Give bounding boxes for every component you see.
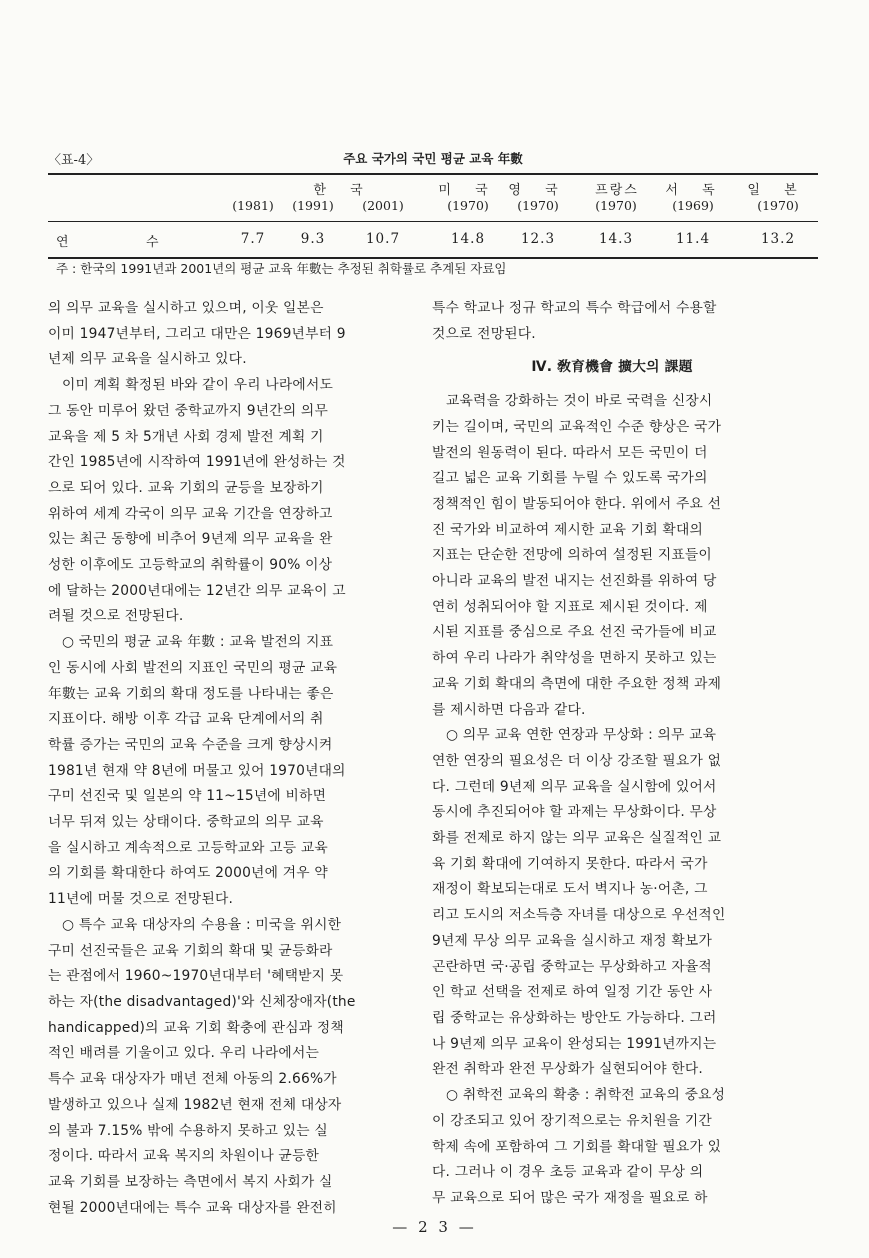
country-west-germany: 서 독 [665, 183, 725, 198]
text-line: 9년제 무상 의무 교육을 실시하고 재정 확보가 [432, 932, 712, 949]
text-line: 지표는 단순한 전망에 의하여 설정된 지표들이 [432, 547, 712, 564]
text-line: 이미 계획 확정된 바와 같이 우리 나라에서도 [48, 377, 334, 394]
text-line: 려될 것으로 전망된다. [48, 608, 184, 625]
year-cell: (1970) [595, 198, 637, 213]
text-line: 아니라 교육의 발전 내지는 선진화를 위하여 당 [432, 573, 717, 590]
value-cell: 12.3 [520, 231, 556, 247]
text-line: 교육을 제 5 차 5개년 사회 경제 발전 계획 기 [48, 428, 324, 445]
text-line: 육 기회 확대에 기여하지 못한다. 따라서 국가 [432, 855, 708, 872]
text-line: handicapped)의 교육 기회 확충에 관심과 정책 [48, 1019, 344, 1036]
value-cell: 10.7 [365, 231, 401, 247]
table-note: 주 : 한국의 1991년과 2001년의 평균 교육 年數는 추정된 취학률로 추계된 자료임 [56, 261, 507, 276]
text-line: 지표이다. 해방 이후 각급 교육 단계에서의 취 [48, 711, 324, 728]
text-line: 리고 도시의 저소득층 자녀를 대상으로 우선적인 [432, 907, 726, 924]
text-line: 구미 선진국 및 일본의 약 11~15년에 비하면 [48, 788, 327, 805]
text-line: 다. 그러나 이 경우 초등 교육과 같이 무상 의 [432, 1164, 704, 1181]
text-line: 학제 속에 포함하여 그 기회를 확대할 필요가 있 [432, 1138, 722, 1155]
text-line: 년제 의무 교육을 실시하고 있다. [48, 351, 247, 368]
text-line: 위하여 세계 각국이 의무 교육 기간을 연장하고 [48, 505, 333, 522]
year-cell: (2001) [362, 198, 404, 213]
text-line: 나 9년제 의무 교육이 완성되는 1991년까지는 [432, 1035, 717, 1052]
text-line: 으로 되어 있다. 교육 기회의 균등을 보장하기 [48, 479, 324, 496]
year-cell: (1969) [672, 198, 714, 213]
text-line: 의 불과 7.15% 밖에 수용하지 못하고 있는 실 [48, 1122, 328, 1139]
text-line: 립 중학교는 유상화하는 방안도 가능하다. 그러 [432, 1009, 717, 1026]
text-line: ○ 국민의 평균 교육 年數 : 교육 발전의 지표 [48, 634, 334, 651]
text-line: ○ 의무 교육 연한 연장과 무상화 : 의무 교육 [432, 727, 717, 744]
text-line: 에 달하는 2000년대에는 12년간 의무 교육이 고 [48, 582, 346, 599]
right-text-column [432, 296, 792, 1212]
year-cell: (1970) [447, 198, 489, 213]
text-line: 학률 증가는 국민의 교육 수준을 크게 향상시켜 [48, 736, 333, 753]
text-line: 화를 전제로 하지 않는 의무 교육은 실질적인 교 [432, 830, 722, 847]
text-line: 다. 그런데 9년제 의무 교육을 실시함에 있어서 [432, 778, 717, 795]
text-line: 현될 2000년대에는 특수 교육 대상자를 완전히 [48, 1199, 337, 1216]
text-line: 구미 선진국들은 교육 기회의 확대 및 균등화라 [48, 942, 333, 959]
text-line: 키는 길이며, 국민의 교육적인 수준 향상은 국가 [432, 418, 722, 435]
table-title: 주요 국가의 국민 평균 교육 年數 [343, 151, 523, 166]
text-line: 연히 성취되어야 할 지표로 제시된 것이다. 제 [432, 598, 708, 615]
text-line: 인 동시에 사회 발전의 지표인 국민의 평균 교육 [48, 659, 338, 676]
text-line: 정이다. 따라서 교육 복지의 차원이나 균등한 [48, 1148, 320, 1165]
text-line: 시된 지표를 중심으로 주요 선진 국가들에 비교 [432, 624, 717, 641]
row-label: 연 수 [56, 235, 159, 250]
text-line: 너무 뒤져 있는 상태이다. 중학교의 의무 교육 [48, 814, 324, 831]
year-cell: (1981) [232, 198, 274, 213]
text-line: 정책적인 힘이 발동되어야 한다. 위에서 주요 선 [432, 495, 722, 512]
text-line: 길고 넓은 교육 기회를 누릴 수 있도록 국가의 [432, 470, 708, 487]
text-line: 는 관점에서 1960~1970년대부터 '혜택받지 못 [48, 968, 344, 985]
text-line: ○ 취학전 교육의 확충 : 취학전 교육의 중요성 [432, 1087, 726, 1104]
text-line: 年數는 교육 기회의 확대 정도를 나타내는 좋은 [48, 685, 334, 702]
value-cell: 9.3 [300, 231, 326, 247]
text-line: 의 기회를 확대한다 하여도 2000년에 겨우 약 [48, 865, 328, 882]
text-line: 발전의 원동력이 된다. 따라서 모든 국민이 더 [432, 444, 708, 461]
text-line: 1981년 현재 약 8년에 머물고 있어 1970년대의 [48, 762, 346, 779]
education-years-table [48, 173, 818, 259]
text-line: 의 의무 교육을 실시하고 있으며, 이웃 일본은 [48, 300, 324, 316]
text-line: 적인 배려를 기울이고 있다. 우리 나라에서는 [48, 1045, 320, 1062]
left-text-column [48, 296, 408, 1221]
text-line: 교육 기회를 보장하는 측면에서 복지 사회가 실 [48, 1173, 333, 1190]
text-line: 있는 최근 동향에 비추어 9년제 의무 교육을 완 [48, 531, 333, 548]
text-line: 그 동안 미루어 왔던 중학교까지 9년간의 의무 [48, 402, 328, 419]
text-line: 연한 연장의 필요성은 더 이상 강조할 필요가 없 [432, 752, 722, 769]
year-cell: (1970) [757, 198, 799, 213]
text-line: 을 실시하고 계속적으로 고등학교와 고등 교육 [48, 839, 328, 856]
text-line: 하는 자(the disadvantaged)'와 신체장애자(the [48, 993, 356, 1010]
value-cell: 14.3 [598, 231, 634, 247]
section-heading: Ⅳ. 敎育機會 擴大의 課題 [531, 359, 693, 376]
country-france: 프랑스 [595, 183, 639, 198]
country-uk: 영 국 [508, 183, 568, 198]
text-line: 이 강조되고 있어 장기적으로는 유치원을 기간 [432, 1112, 712, 1129]
year-cell: (1991) [292, 198, 334, 213]
country-usa: 미 국 [438, 183, 498, 198]
text-line: 특수 학교나 정규 학교의 특수 학급에서 수용할 [432, 300, 717, 316]
text-line: 특수 교육 대상자가 매년 전체 아동의 2.66%가 [48, 1071, 337, 1088]
text-line: 동시에 추진되어야 할 과제는 무상화이다. 무상 [432, 804, 717, 821]
text-line: 것으로 전망된다. [432, 325, 536, 342]
text-line: 발생하고 있으나 실제 1982년 현재 전체 대상자 [48, 1096, 342, 1113]
text-line: 무 교육으로 되어 많은 국가 재정을 필요로 하 [432, 1189, 708, 1206]
value-cell: 7.7 [240, 231, 266, 247]
country-japan: 일 본 [747, 183, 807, 198]
value-cell: 13.2 [760, 231, 796, 247]
text-line: 인 학교 선택을 전제로 하여 일정 기간 동안 사 [432, 984, 713, 1001]
text-line: 이미 1947년부터, 그리고 대만은 1969년부터 9 [48, 325, 346, 342]
text-line: 를 제시하면 다음과 같다. [432, 701, 586, 718]
text-line: 완전 취학과 완전 무상화가 실현되어야 한다. [432, 1061, 704, 1078]
value-cell: 14.8 [450, 231, 486, 247]
right-column-body-text [432, 389, 792, 1212]
text-line: ○ 특수 교육 대상자의 수용율 : 미국을 위시한 [48, 916, 342, 933]
text-line: 진 국가와 비교하여 제시한 교육 기회 확대의 [432, 521, 704, 538]
text-line: 재정이 확보되는대로 도서 벽지나 농·어촌, 그 [432, 881, 708, 898]
right-column-top-text [432, 296, 792, 347]
country-korea: 한 국 [313, 183, 373, 198]
text-line: 간인 1985년에 시작하여 1991년에 완성하는 것 [48, 454, 346, 471]
text-line: 교육력을 강화하는 것이 바로 국력을 신장시 [432, 393, 713, 410]
value-cell: 11.4 [675, 231, 711, 247]
text-line: 하여 우리 나라가 취약성을 면하지 못하고 있는 [432, 650, 717, 667]
table-id: 〈표-4〉 [48, 153, 100, 168]
text-line: 교육 기회 확대의 측면에 대한 주요한 정책 과제 [432, 675, 722, 692]
page-number: — 2 3 — [392, 1218, 477, 1236]
text-line: 11년에 머물 것으로 전망된다. [48, 891, 234, 908]
text-line: 성한 이후에도 고등학교의 취학률이 90% 이상 [48, 557, 333, 574]
table-value-row [48, 222, 818, 255]
text-line: 곤란하면 국·공립 중학교는 무상화하고 자율적 [432, 958, 712, 975]
table-header-row [48, 175, 818, 222]
table-caption [48, 147, 818, 169]
year-cell: (1970) [517, 198, 559, 213]
